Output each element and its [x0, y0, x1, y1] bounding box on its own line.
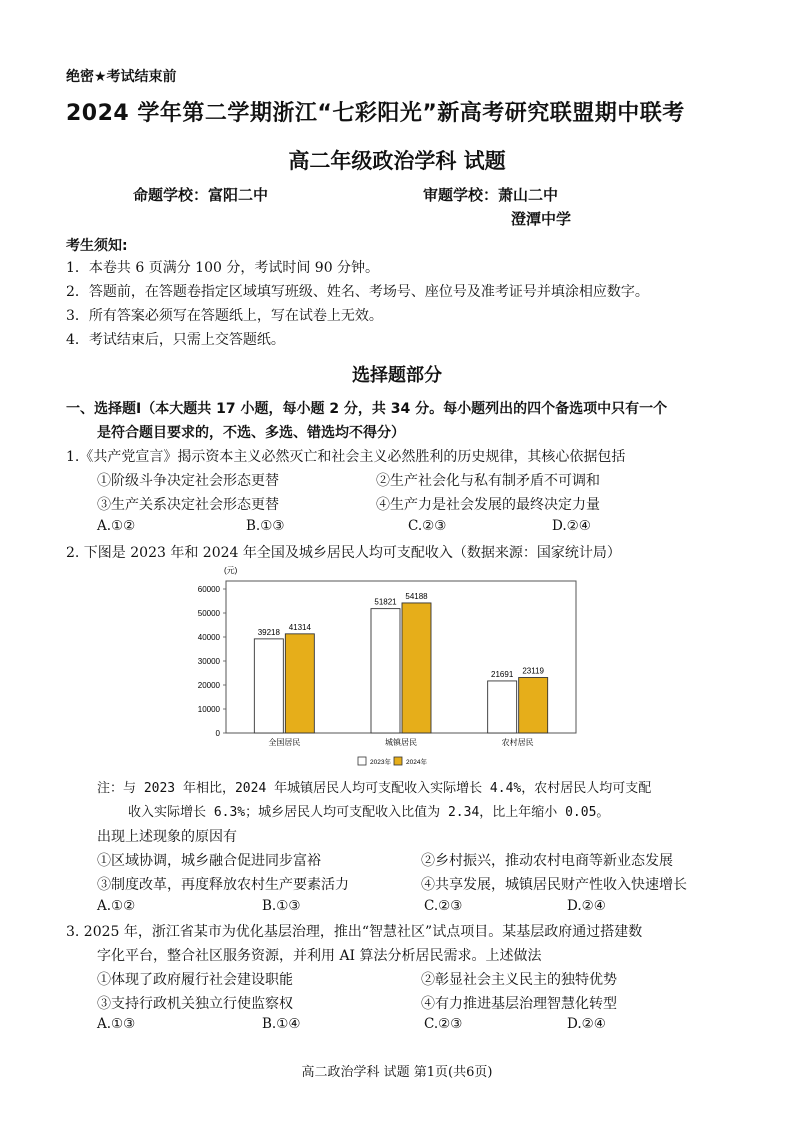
- y-axis-ticks: [198, 585, 226, 738]
- y-tick-label: 30000: [197, 657, 220, 666]
- y-tick-label: 10000: [197, 705, 220, 714]
- q3-option-1: ①体现了政府履行社会建设职能: [97, 972, 293, 988]
- q2-option-2: ②乡村振兴，推动农村电商等新业态发展: [421, 853, 673, 869]
- q1-answer-a[interactable]: A.①②: [97, 518, 136, 534]
- notice-item: 1．本卷共 6 页满分 100 分，考试时间 90 分钟。: [66, 260, 380, 276]
- section-title: 选择题部分: [352, 365, 442, 386]
- y-tick-label: 40000: [197, 633, 220, 642]
- x-category-label: 农村居民: [501, 738, 534, 747]
- q3-option-4: ④有力推进基层治理智慧化转型: [421, 996, 617, 1012]
- bar-2024年-城镇居民: [402, 603, 431, 733]
- q2-option-4: ④共享发展，城镇居民财产性收入快速增长: [421, 877, 687, 893]
- proposer-school: 命题学校：富阳二中: [133, 186, 269, 204]
- q1-stem: 1.《共产党宣言》揭示资本主义必然灭亡和社会主义必然胜利的历史规律，其核心依据包括: [66, 449, 626, 465]
- q2-answer-d[interactable]: D.②④: [567, 898, 606, 914]
- y-tick-label: 0: [215, 729, 220, 738]
- q2-note-line2: 收入实际增长 6.3%；城乡居民人均可支配收入比值为 2.34，比上年缩小 0.05。: [128, 805, 610, 820]
- legend-swatch-2023: [358, 757, 366, 765]
- q1-answer-b[interactable]: B.①③: [246, 518, 285, 534]
- q2-note-line1: 注：与 2023 年相比，2024 年城镇居民人均可支配收入实际增长 4.4%，农村居民人均可支配: [97, 781, 652, 796]
- page-footer: 高二政治学科 试题 第1页(共6页): [301, 1065, 493, 1080]
- notice-item: 3．所有答案必须写在答题纸上，写在试卷上无效。: [66, 308, 383, 324]
- chart-y-unit: (元): [224, 566, 238, 575]
- q1-option-2: ②生产社会化与私有制矛盾不可调和: [376, 473, 600, 489]
- bar-2024年-全国居民: [285, 634, 314, 733]
- exam-title: 2024 学年第二学期浙江“七彩阳光”新高考研究联盟期中联考: [66, 101, 685, 126]
- x-category-label: 城镇居民: [385, 738, 417, 747]
- q1-answer-d[interactable]: D.②④: [552, 518, 591, 534]
- q1-option-4: ④生产力是社会发展的最终决定力量: [376, 497, 600, 513]
- q3-stem-line2: 字化平台，整合社区服务资源，并利用 AI 算法分析居民需求。上述做法: [97, 948, 542, 964]
- secret-label: 绝密★考试结束前: [66, 69, 177, 85]
- income-bar-chart: [186, 565, 578, 771]
- reviewer-school-2: 澄潭中学: [511, 210, 572, 228]
- q2-question: 出现上述现象的原因有: [97, 829, 237, 845]
- q3-answer-c[interactable]: C.②③: [424, 1016, 463, 1032]
- chart-legend: [358, 757, 427, 766]
- x-category-label: 全国居民: [268, 738, 301, 747]
- q2-answer-a[interactable]: A.①②: [97, 898, 136, 914]
- bar-series: [254, 592, 547, 733]
- legend-swatch-2024: [394, 757, 402, 765]
- q3-option-3: ③支持行政机关独立行使监察权: [97, 996, 293, 1012]
- q3-option-2: ②彰显社会主义民主的独特优势: [421, 972, 617, 988]
- reviewer-school: 审题学校：萧山二中: [423, 186, 559, 204]
- y-tick-label: 50000: [197, 609, 220, 618]
- part1-instruction: 一、选择题Ⅰ（本大题共 17 小题，每小题 2 分，共 34 分。每小题列出的四个备选项中只有一个: [66, 401, 668, 417]
- bar-2023年-城镇居民: [371, 609, 400, 733]
- notice-heading: 考生须知:: [66, 238, 128, 254]
- legend-label-2023: 2023年: [370, 759, 391, 766]
- q2-answer-b[interactable]: B.①③: [262, 898, 301, 914]
- q3-stem-line1: 3. 2025 年，浙江省某市为优化基层治理，推出“智慧社区”试点项目。某基层政府通过搭建数: [66, 924, 643, 940]
- y-tick-label: 60000: [197, 585, 220, 594]
- bar-2024年-农村居民: [519, 678, 548, 733]
- bar-value-label: 23119: [522, 666, 544, 676]
- paper-subtitle: 高二年级政治学科 试题: [288, 149, 506, 173]
- bar-value-label: 54188: [405, 591, 428, 601]
- notice-item: 4．考试结束后，只需上交答题纸。: [66, 332, 285, 348]
- x-axis-categories: [268, 737, 533, 747]
- q2-answer-c[interactable]: C.②③: [424, 898, 463, 914]
- bar-2023年-农村居民: [488, 681, 517, 733]
- bar-value-label: 41314: [288, 622, 311, 632]
- q2-option-3: ③制度改革，再度释放农村生产要素活力: [97, 877, 349, 893]
- q3-answer-a[interactable]: A.①③: [97, 1016, 136, 1032]
- legend-label-2024: 2024年: [406, 759, 427, 766]
- q2-option-1: ①区域协调，城乡融合促进同步富裕: [97, 853, 321, 869]
- notice-item: 2．答题前，在答题卷指定区域填写班级、姓名、考场号、座位号及准考证号并填涂相应数字。: [66, 284, 649, 300]
- bar-value-label: 51821: [374, 597, 397, 607]
- q1-option-1: ①阶级斗争决定社会形态更替: [97, 473, 279, 489]
- q1-answer-c[interactable]: C.②③: [408, 518, 447, 534]
- part1-instruction-cont: 是符合题目要求的，不选、多选、错选均不得分）: [97, 425, 405, 441]
- bar-value-label: 39218: [257, 627, 280, 637]
- q2-stem: 2. 下图是 2023 年和 2024 年全国及城乡居民人均可支配收入（数据来源：国家统计局）: [66, 545, 621, 561]
- bar-2023年-全国居民: [254, 639, 283, 733]
- y-tick-label: 20000: [197, 681, 220, 690]
- bar-value-label: 21691: [491, 669, 514, 679]
- q3-answer-b[interactable]: B.①④: [262, 1016, 301, 1032]
- q1-option-3: ③生产关系决定社会形态更替: [97, 497, 279, 513]
- q3-answer-d[interactable]: D.②④: [567, 1016, 606, 1032]
